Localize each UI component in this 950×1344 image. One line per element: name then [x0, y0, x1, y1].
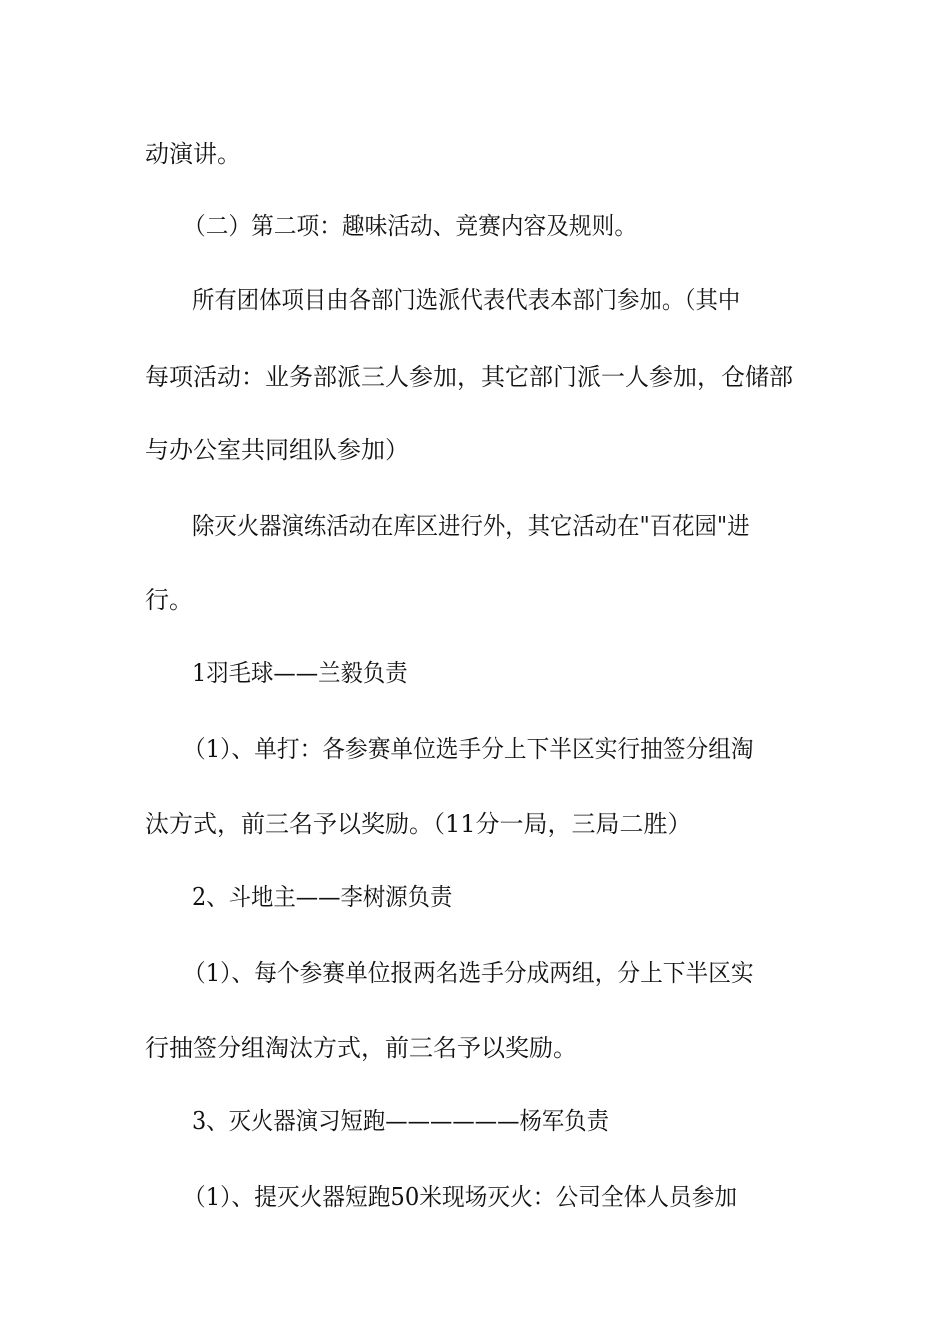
item-heading: 3、灭火器演习短跑——————杨军负责 [192, 1107, 610, 1135]
section-heading: （二）第二项：趣味活动、竞赛内容及规则。 [183, 212, 638, 240]
text-line: （1）、单打：各参赛单位选手分上下半区实行抽签分组淘 [183, 735, 754, 763]
text-line: 行。 [145, 586, 193, 614]
text-line: 行抽签分组淘汰方式，前三名予以奖励。 [145, 1034, 577, 1062]
text-line: （1）、提灭火器短跑50米现场灭火：公司全体人员参加 [183, 1183, 738, 1211]
text-line: 所有团体项目由各部门选派代表代表本部门参加。（其中 [192, 286, 741, 314]
item-heading: 2、斗地主——李树源负责 [192, 883, 453, 911]
item-heading: 1羽毛球——兰毅负责 [192, 659, 408, 687]
text-line: 汰方式，前三名予以奖励。（11分一局，三局二胜） [145, 810, 692, 838]
text-line: 与办公室共同组队参加） [145, 436, 409, 464]
text-line: （1）、每个参赛单位报两名选手分成两组，分上下半区实 [183, 959, 754, 987]
text-line: 动演讲。 [145, 140, 241, 168]
text-line: 每项活动：业务部派三人参加，其它部门派一人参加，仓储部 [145, 363, 793, 391]
text-line: 除灭火器演练活动在库区进行外，其它活动在"百花园"进 [192, 512, 750, 540]
